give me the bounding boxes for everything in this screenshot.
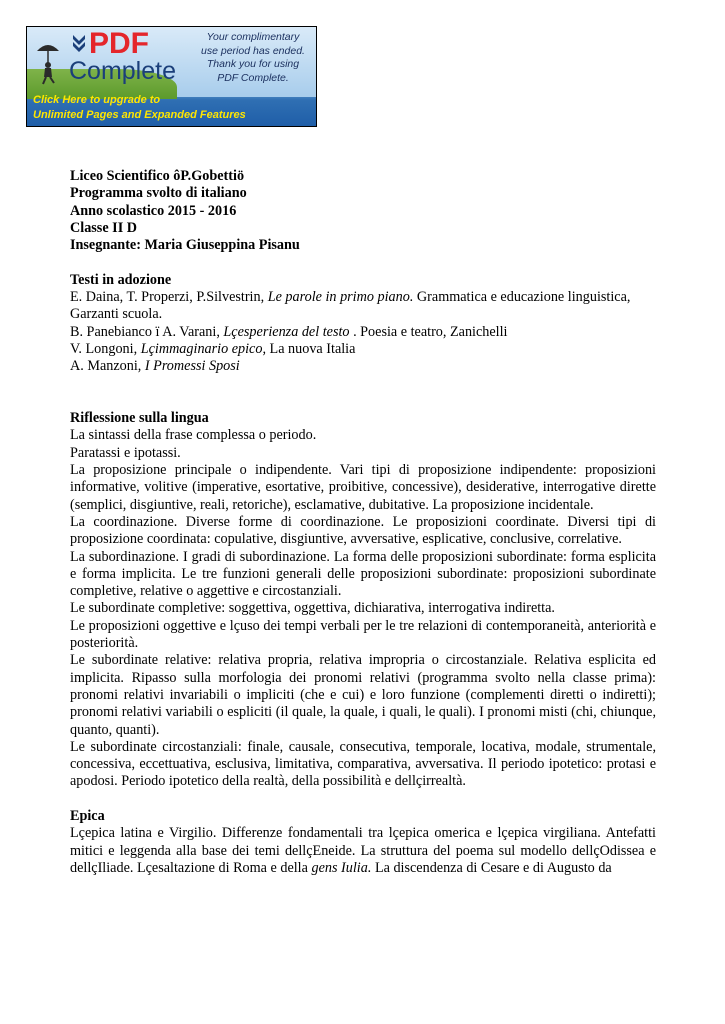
paragraph: La subordinazione. I gradi di subordinazione. La forma delle proposizioni subordinate: forma esplicita e forma implicita. Le tre funzioni generali delle proposizioni subordinate: proposizioni subordinate completive, relative o aggettive e circostanziali. bbox=[70, 548, 656, 600]
book-authors: V. Longoni, bbox=[70, 340, 141, 357]
epica-text: Lçepica latina e Virgilio. Differenze fondamentali tra lçepica omerica e lçepica virgiliana. Antefatti mitici e leggenda alla base dei temi dellçEneide. La struttura del poema sul modello dellçOdissea e dellçIliade. Lçesaltazione di Roma e della bbox=[70, 825, 656, 876]
logo-pdf-text: PDF bbox=[89, 27, 149, 60]
teacher-name: Insegnante: Maria Giuseppina Pisanu bbox=[70, 237, 300, 254]
epica-text: La discendenza di Cesare e di Augusto da bbox=[371, 859, 612, 876]
book-authors: E. Daina, T. Properzi, P.Silvestrin, bbox=[70, 289, 268, 306]
section-heading-epica: Epica bbox=[70, 807, 105, 824]
promo-line: use period has ended. bbox=[201, 44, 305, 57]
section-heading-testi: Testi in adozione bbox=[70, 271, 172, 288]
program-title: Programma svolto di italiano bbox=[70, 185, 247, 202]
book-details: . Poesia e teatro, Zanichelli bbox=[349, 323, 508, 340]
umbrella-figure-icon bbox=[35, 41, 61, 85]
school-year: Anno scolastico 2015 - 2016 bbox=[70, 202, 237, 219]
promo-line: Your complimentary bbox=[206, 31, 300, 43]
spacer bbox=[70, 791, 656, 808]
book-title: Lçimmaginario epico, bbox=[140, 340, 266, 357]
promo-message bbox=[193, 31, 313, 85]
chevron-logo-icon bbox=[71, 33, 87, 53]
cta-line[interactable]: Unlimited Pages and Expanded Features bbox=[33, 108, 246, 121]
school-name: Liceo Scientifico ôP.Gobettiö bbox=[70, 168, 245, 184]
epica-italic: gens Iulia. bbox=[311, 859, 372, 876]
paragraph: Paratassi e ipotassi. bbox=[70, 444, 181, 461]
paragraph: Le subordinate circostanziali: finale, causale, consecutiva, temporale, locativa, modale, strumentale, concessiva, eccettuativa, esclusiva, limitativa, comparativa, avversativa. Il periodo ipotetico: protasi e apodosi. Periodo ipotetico della realtà, della possibilità e dellçirrealtà. bbox=[70, 738, 656, 790]
logo-complete-text: Complete bbox=[69, 57, 176, 85]
spacer bbox=[70, 254, 656, 271]
class-name: Classe II D bbox=[70, 219, 138, 236]
book-authors: B. Panebianco ï A. Varani, bbox=[70, 323, 224, 340]
book-entry bbox=[70, 358, 656, 375]
paragraph: Le subordinate relative: relativa propria, relativa impropria o circostanziale. Relativa esplicita ed implicita. Ripasso sulla morfologia dei pronomi relativi (programma svolto nella classe prima): pronomi relativi invariabili o impliciti (che e cui) e loro funzione (complementi diretti o indiretti); pronomi relativi variabili o espliciti (il quale, la quale, i quali, le quali). I pronomi misti (chi, chiunque, quanto, quanti). bbox=[70, 652, 656, 738]
book-details: La nuova Italia bbox=[266, 340, 356, 357]
book-details: Grammatica e educazione linguistica, bbox=[413, 289, 631, 306]
promo-line: PDF Complete. bbox=[217, 71, 289, 84]
paragraph: La sintassi della frase complessa o periodo. bbox=[70, 427, 317, 444]
book-title: I Promessi Sposi bbox=[144, 358, 240, 375]
book-title: Lçesperienza del testo bbox=[223, 323, 350, 340]
paragraph: La coordinazione. Diverse forme di coordinazione. Le proposizioni coordinate. Diversi tipi di proposizione coordinata: copulative, disgiuntive, avversative, esplicative, conclusive, correlative. bbox=[70, 513, 656, 548]
book-entry bbox=[70, 341, 656, 358]
upgrade-link[interactable] bbox=[33, 93, 313, 122]
upgrade-banner[interactable] bbox=[26, 26, 317, 127]
promo-line: Thank you for using bbox=[206, 58, 300, 70]
paragraph: Le proposizioni oggettive e lçuso dei tempi verbali per le tre relazioni di contemporaneità, anteriorità e posteriorità. bbox=[70, 617, 656, 652]
cta-line[interactable]: Click Here to upgrade to bbox=[33, 94, 161, 106]
paragraph: La proposizione principale o indipendente. Vari tipi di proposizione indipendente: proposizioni informative, volitive (imperative, esortative, proibitive, concessive), desiderative, interrogative dirette (semplici, disgiuntive, reali, retoriche), esclamative, dubitative. La proposizione incidentale. bbox=[70, 462, 656, 513]
book-authors: A. Manzoni, bbox=[70, 358, 145, 375]
document-body bbox=[70, 168, 656, 877]
section-heading-riflessione: Riflessione sulla lingua bbox=[70, 410, 209, 427]
book-title: Le parole in primo piano. bbox=[267, 289, 414, 306]
book-publisher: Garzanti scuola. bbox=[70, 306, 163, 323]
book-entry bbox=[70, 289, 656, 306]
paragraph bbox=[70, 825, 656, 877]
book-entry bbox=[70, 324, 656, 341]
spacer bbox=[70, 376, 656, 411]
paragraph: Le subordinate completive: soggettiva, oggettiva, dichiarativa, interrogativa indiretta. bbox=[70, 600, 555, 617]
